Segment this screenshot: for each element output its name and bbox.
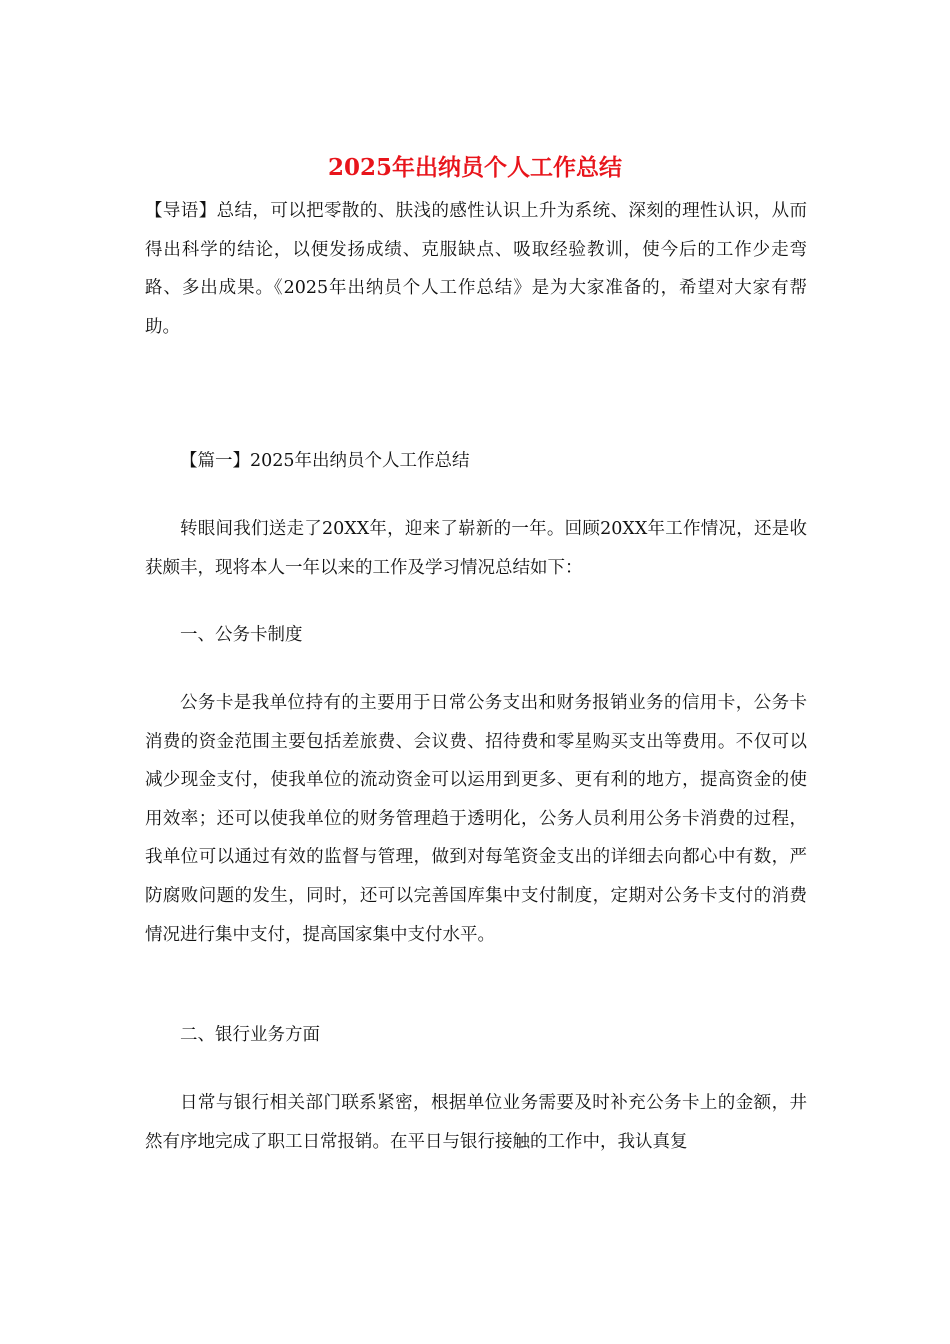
opening-paragraph: 转眼间我们送走了20XX年，迎来了崭新的一年。回顾20XX年工作情况，还是收获颇丰，现将本人一年以来的工作及学习情况总结如下： <box>145 519 807 578</box>
intro-paragraph: 【导语】总结，可以把零散的、肤浅的感性认识上升为系统、深刻的理性认识，从而得出科学的结论，以便发扬成绩、克服缺点、吸取经验教训，使今后的工作少走弯路、多出成果。《2025年出纳员个人工作总结》是为大家准备的，希望对大家有帮助。 <box>145 201 807 337</box>
section2-heading: 二、银行业务方面 <box>180 1025 320 1045</box>
section1-heading: 一、公务卡制度 <box>180 625 303 645</box>
document-title: 2025年出纳员个人工作总结 <box>327 154 622 181</box>
section1-body: 公务卡是我单位持有的主要用于日常公务支出和财务报销业务的信用卡，公务卡消费的资金范围主要包括差旅费、会议费、招待费和零星购买支出等费用。不仅可以减少现金支付，使我单位的流动资金可以运用到更多、更有利的地方，提高资金的使用效率；还可以使我单位的财务管理趋于透明化，公务人员利用公务卡消费的过程，我单位可以通过有效的监督与管理，做到对每笔资金支出的详细去向都心中有数，严防腐败问题的发生，同时，还可以完善国库集中支付制度，定期对公务卡支付的消费情况进行集中支付，提高国家集中支付水平。 <box>145 693 807 945</box>
section2-body: 日常与银行相关部门联系紧密，根据单位业务需要及时补充公务卡上的金额，井然有序地完成了职工日常报销。在平日与银行接触的工作中，我认真复 <box>145 1093 807 1152</box>
chapter-heading: 【篇一】2025年出纳员个人工作总结 <box>180 451 470 471</box>
